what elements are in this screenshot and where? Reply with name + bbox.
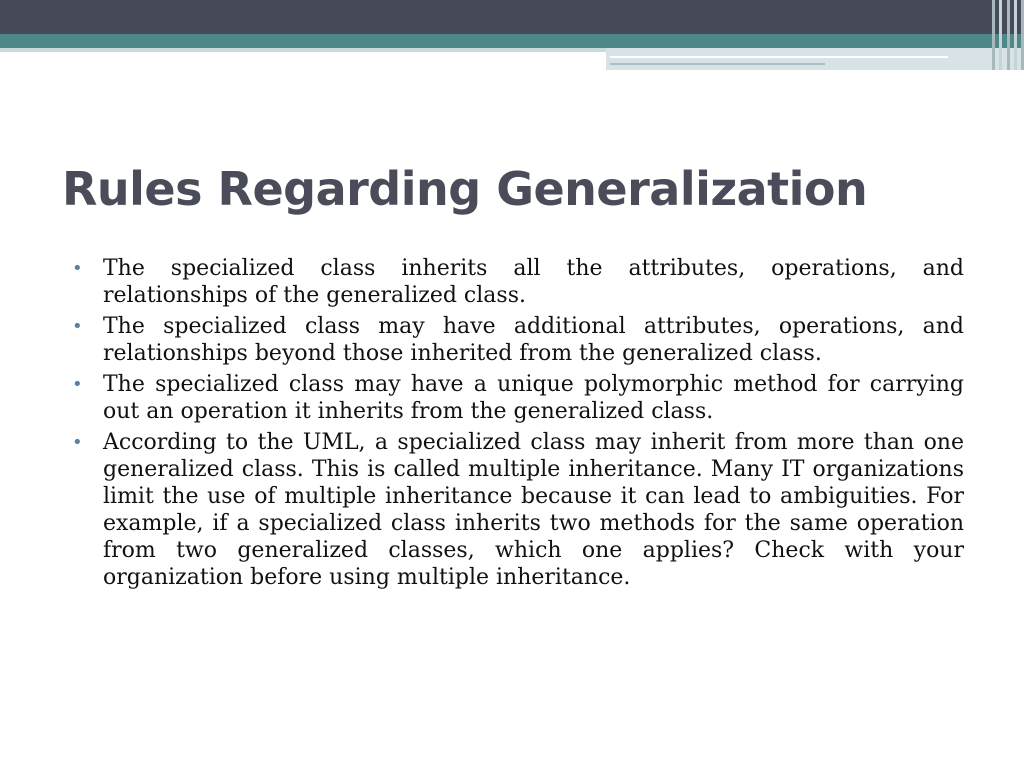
header-band-light-left [0, 48, 606, 52]
header-accent-line-short [610, 63, 825, 65]
header-accent-line [610, 56, 948, 58]
header-band-light-right [606, 48, 1024, 70]
bullet-dot-icon: • [72, 316, 83, 337]
bullet-text: The specialized class inherits all the attributes, operations, and relationships of the generalized class. [103, 256, 964, 308]
bullet-item [72, 255, 964, 309]
bullet-item [72, 313, 964, 367]
bullet-item [72, 429, 964, 591]
bullet-item [72, 371, 964, 425]
header-band-teal [0, 34, 1024, 48]
bullet-dot-icon: • [72, 374, 83, 395]
bullet-text: According to the UML, a specialized class may inherit from more than one generalized class. This is called multiple inheritance. Many IT organizations limit the use of multiple inheritance because it can lead to ambiguities. For example, if a specialized class inherits two methods for the same operation from two generalized classes, which one applies? Check with your organization before using multiple inheritance. [103, 430, 964, 590]
header-stripes [992, 0, 1024, 70]
bullet-text: The specialized class may have additional attributes, operations, and relationships beyond those inherited from the generalized class. [103, 314, 964, 366]
bullet-dot-icon: • [72, 258, 83, 279]
bullet-list [72, 255, 964, 595]
header-band-dark [0, 0, 1024, 34]
slide-title: Rules Regarding Generalization [62, 162, 868, 216]
bullet-dot-icon: • [72, 432, 83, 453]
bullet-text: The specialized class may have a unique polymorphic method for carrying out an operation it inherits from the generalized class. [103, 372, 964, 424]
